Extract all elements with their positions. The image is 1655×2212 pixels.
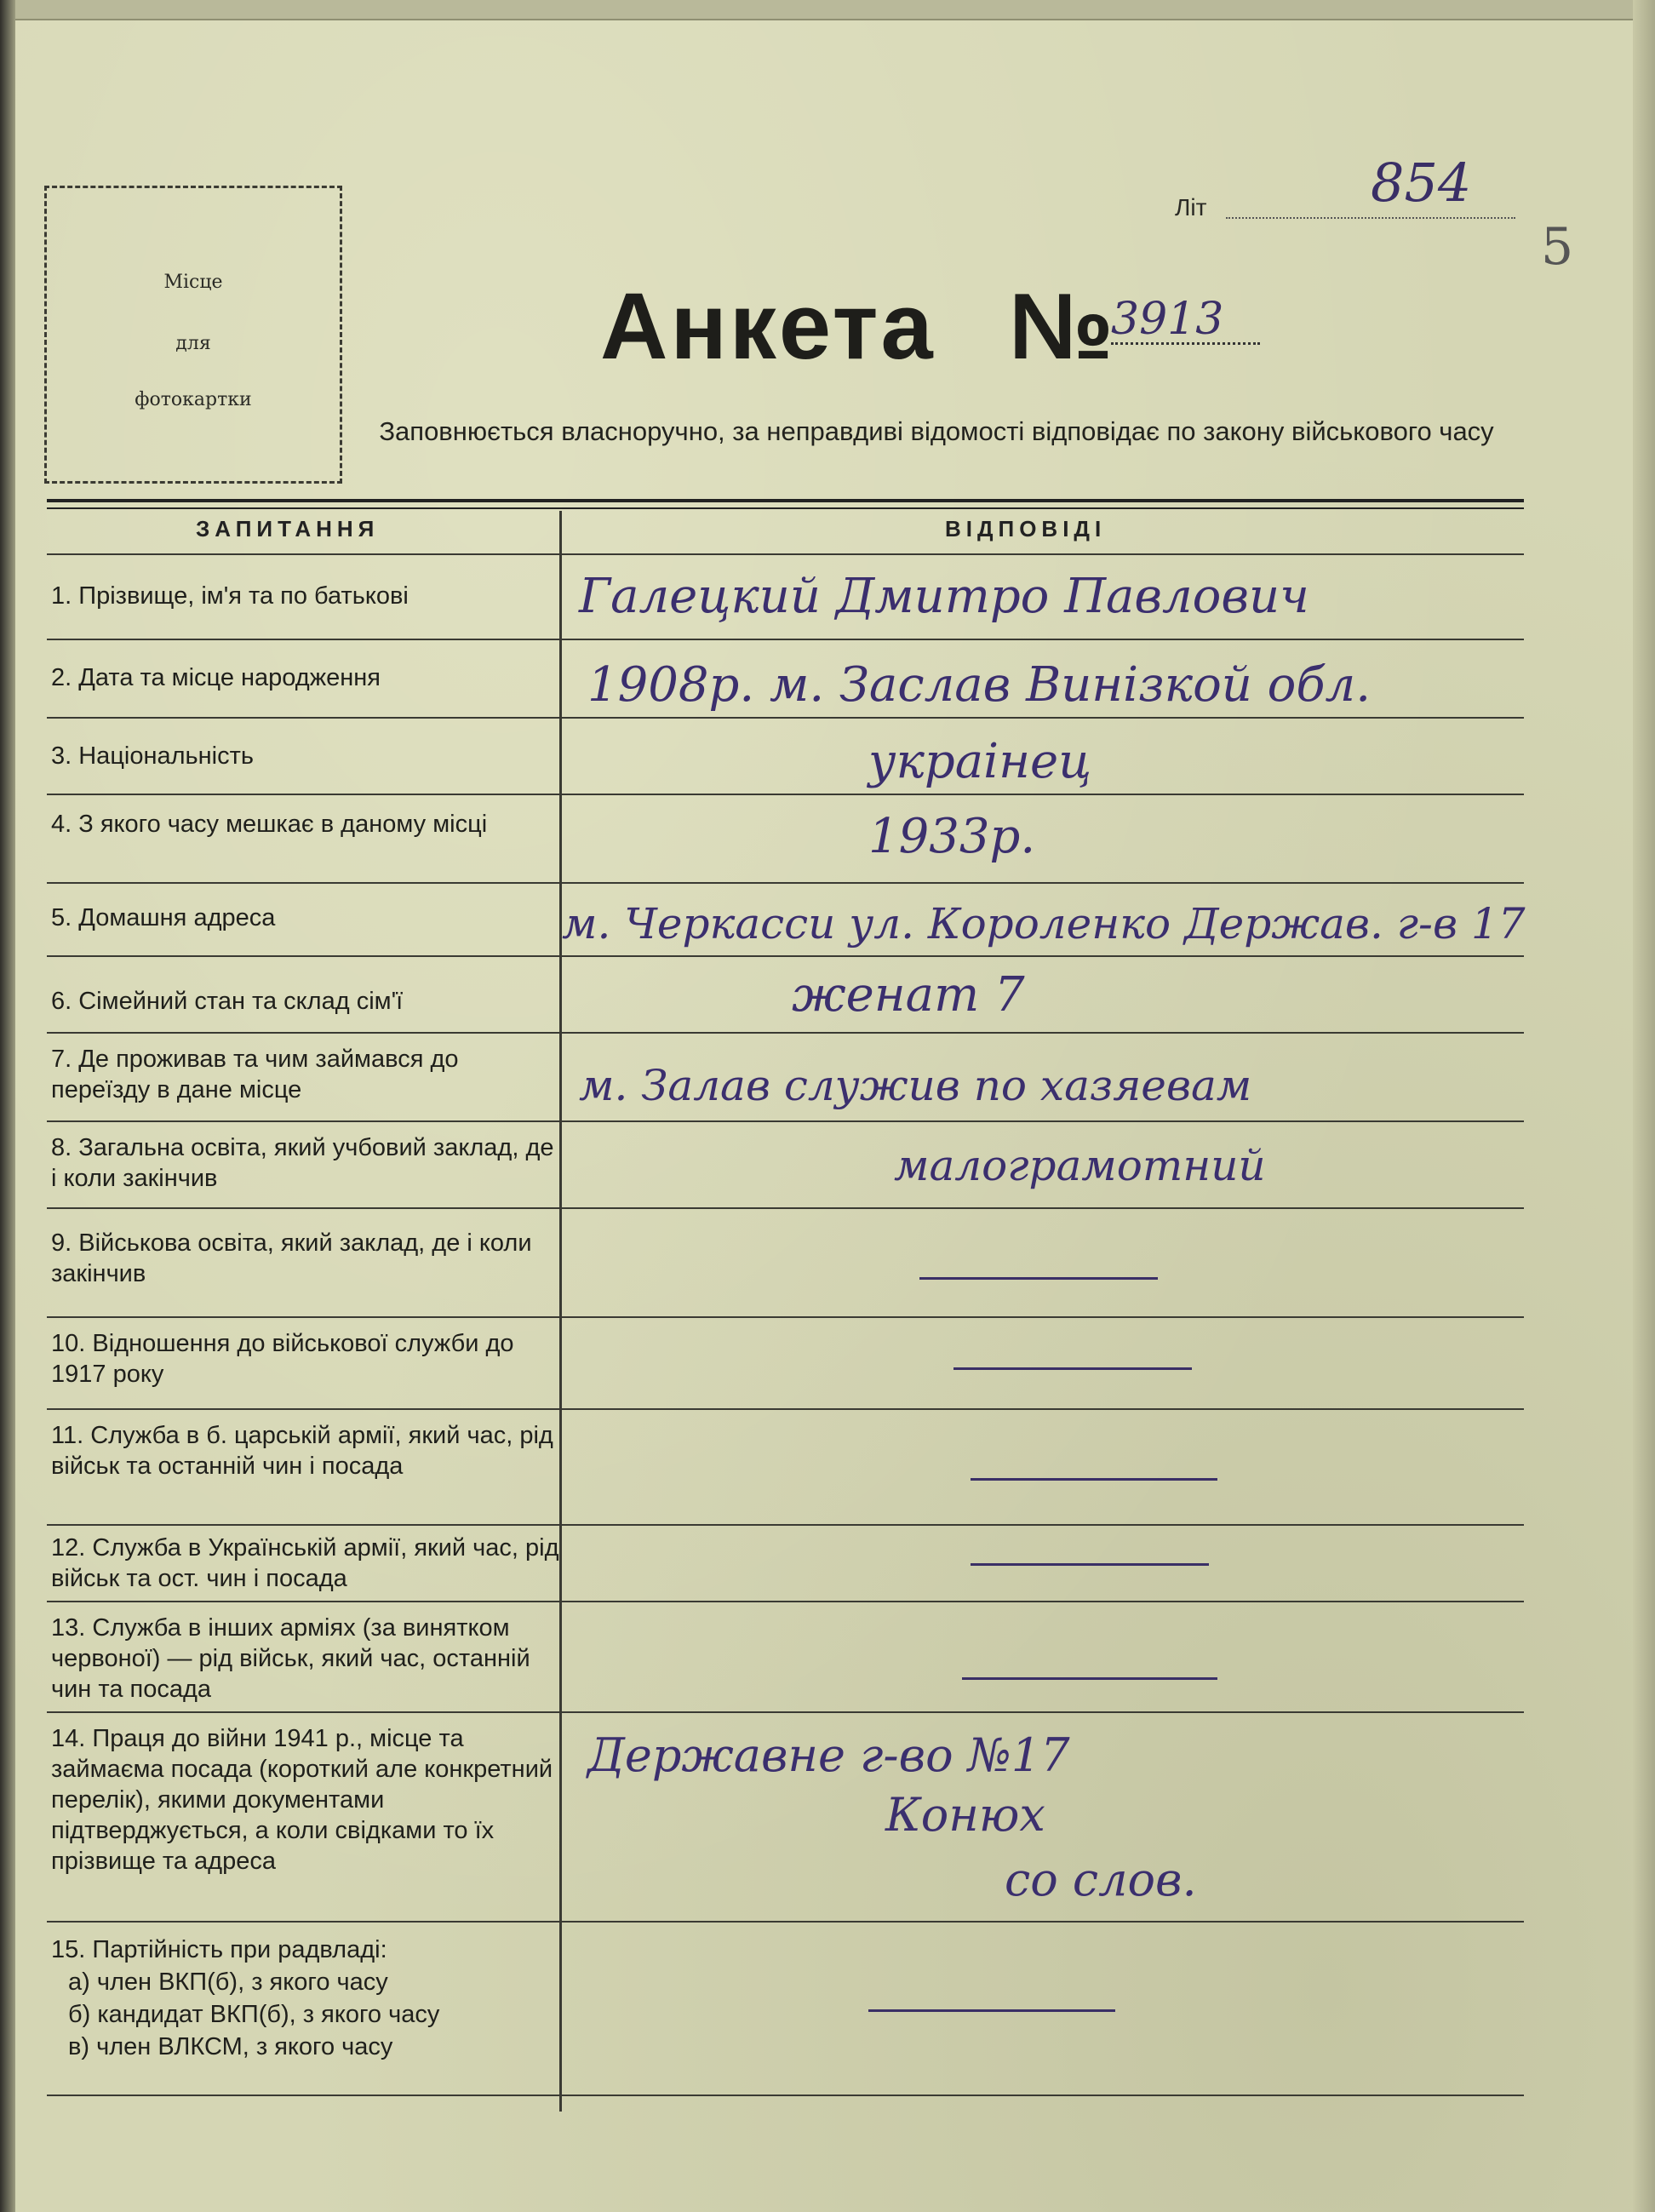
number-underline [1111, 342, 1260, 345]
photo-label-2: для [175, 333, 211, 354]
answer-14-line-1: Державне г-во №17 [587, 1728, 1070, 1782]
row-separator [47, 794, 1524, 795]
question-9: 9. Військова освіта, який заклад, де і коли закінчив [51, 1229, 532, 1287]
photo-label-3: фотокартки [135, 389, 252, 410]
answer-10-dash [953, 1367, 1192, 1370]
question-3: 3. Національність [51, 742, 255, 770]
answer-12-dash [971, 1563, 1209, 1566]
answer-8: малограмотний [894, 1141, 1266, 1190]
question-15-c: в) член ВЛКСМ, з якого часу [68, 2033, 393, 2060]
row-separator [47, 1921, 1524, 1923]
row-separator [47, 1408, 1524, 1410]
row-separator [47, 1120, 1524, 1122]
row-separator [47, 717, 1524, 719]
question-4: 4. З якого часу мешкає в даному місці [51, 811, 488, 838]
row-separator [47, 1711, 1524, 1713]
side-mark: 5 [1541, 217, 1574, 277]
answer-14-line-3: со слов. [1005, 1853, 1197, 1906]
form-title: Анкета [600, 274, 936, 379]
column-header-answers: ВІДПОВІДІ [945, 516, 1107, 542]
form-subtitle: Заповнюється власноручно, за неправдиві відомості відповідає по закону військового часу [379, 416, 1494, 446]
answer-6: женат 7 [792, 967, 1025, 1023]
photo-label-1: Місце [163, 272, 223, 293]
row-separator [47, 639, 1524, 640]
answer-5: м. Черкасси ул. Короленко Держав. г-в 17 [562, 899, 1526, 948]
answer-14-line-2: Конюх [885, 1788, 1045, 1842]
question-13: 13. Служба в інших арміях (за винятком червоної) — рід військ, який час, останній чин та посада [51, 1614, 530, 1703]
answer-1: Галецкий Дмитро Павлович [579, 569, 1309, 624]
question-12: 12. Служба в Українській армії, який час, рід військ та ост. чин і посада [51, 1534, 559, 1592]
question-11: 11. Служба в б. царській армії, який час, рід військ та останній чин і посада [51, 1422, 553, 1480]
question-7: 7. Де проживав та чим займався до переїзду в дане місце [51, 1046, 459, 1103]
column-header-questions: ЗАПИТАННЯ [196, 516, 380, 542]
table-top-rule [47, 499, 1524, 502]
question-15-b: б) кандидат ВКП(б), з якого часу [68, 2001, 440, 2028]
answer-3: украінец [868, 734, 1092, 789]
answer-7: м. Залав служив по хазяевам [579, 1061, 1252, 1110]
number-sign: № [1009, 274, 1114, 379]
photo-placeholder [44, 186, 342, 484]
answer-9-dash [919, 1277, 1158, 1280]
row-separator [47, 955, 1524, 957]
binding-edge [0, 0, 15, 2212]
question-1: 1. Прізвище, ім'я та по батькові [51, 582, 409, 610]
question-15-a: а) член ВКП(б), з якого часу [68, 1968, 388, 1996]
lit-label: Літ [1175, 194, 1207, 221]
row-separator [47, 553, 1524, 555]
row-separator [47, 1524, 1524, 1526]
row-separator [47, 1601, 1524, 1602]
row-separator [47, 882, 1524, 884]
row-separator [47, 1316, 1524, 1318]
paper-top-edge [0, 0, 1655, 20]
question-2: 2. Дата та місце народження [51, 664, 381, 691]
question-14: 14. Праця до війни 1941 р., місце та займаєма посада (короткий але конкретний перелік), якими документами підтверджується, а коли свідками то їх прізвище та адреса [51, 1725, 553, 1875]
answer-4: 1933р. [868, 809, 1036, 864]
question-5: 5. Домашня адреса [51, 904, 276, 931]
question-8: 8. Загальна освіта, який учбовий заклад, де і коли закінчив [51, 1134, 554, 1192]
question-10: 10. Відношення до військової служби до 1917 року [51, 1330, 514, 1388]
row-separator [47, 1207, 1524, 1209]
answer-2: 1908р. м. Заслав Винізкой обл. [587, 657, 1372, 713]
lit-value: 854 [1371, 152, 1472, 214]
question-15: 15. Партійність при радвладі: [51, 1936, 387, 1963]
lit-underline [1226, 217, 1515, 219]
table-top-rule-thin [47, 507, 1524, 509]
row-separator [47, 2095, 1524, 2096]
answer-15-dash [868, 2009, 1115, 2012]
paper-right-edge [1633, 0, 1655, 2212]
answer-11-dash [971, 1478, 1217, 1481]
row-separator [47, 1032, 1524, 1034]
answer-13-dash [962, 1677, 1217, 1680]
question-6: 6. Сімейний стан та склад сім'ї [51, 988, 404, 1015]
form-number: 3913 [1111, 294, 1224, 345]
